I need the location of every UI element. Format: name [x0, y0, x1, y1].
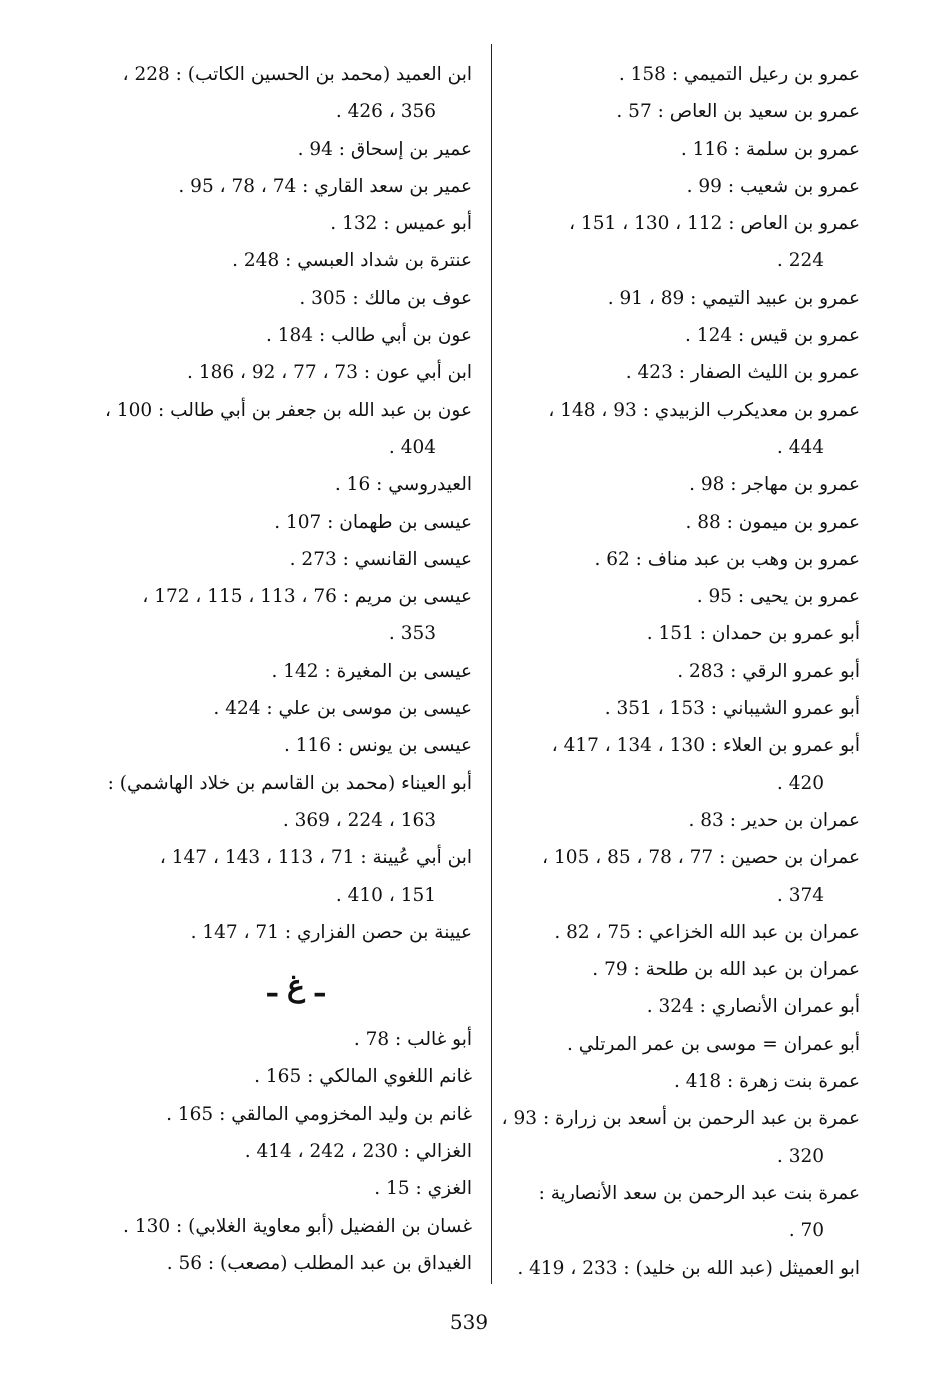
- index-entry-text: عيسى بن موسى بن علي : 424 .: [213, 698, 472, 720]
- index-entry-text: أبو عمرو الشيباني : 153 ، 351 .: [604, 698, 860, 720]
- index-entry-continuation: 374 .: [776, 884, 824, 906]
- index-entry-text: عيسى القانسي : 273 .: [289, 548, 472, 570]
- index-entry: [512, 466, 860, 503]
- index-entry: [120, 839, 472, 914]
- index-entry: [120, 727, 472, 764]
- index-entry-text: عوف بن مالك : 305 .: [299, 287, 472, 309]
- index-entry-text: عمرو بن سلمة : 116 .: [680, 138, 860, 160]
- index-entry-text: عمرو بن وهب بن عبد مناف : 62 .: [594, 548, 860, 570]
- index-entry: [120, 541, 472, 578]
- index-entry-text: عيسى بن يونس : 116 .: [283, 735, 472, 757]
- index-entry: [120, 317, 472, 354]
- index-entry: [120, 205, 472, 242]
- index-entry-text: عمرو بن رعيل التميمي : 158 .: [618, 64, 860, 85]
- index-entry: [120, 690, 472, 727]
- index-entry-text: العيدروسي : 16 .: [334, 474, 472, 496]
- index-entry: [120, 466, 472, 503]
- index-entry-text: ابو العميثل (عبد الله بن خليد) : 233 ، 419 .: [517, 1257, 860, 1279]
- index-entry: [120, 1096, 472, 1133]
- index-entry: [512, 1063, 860, 1100]
- index-entry: [512, 56, 860, 93]
- index-entry-text: عمرو بن شعيب : 99 .: [686, 175, 860, 197]
- index-entry: [512, 205, 860, 280]
- index-entry: [512, 653, 860, 690]
- index-entry-text: عيسى بن طهمان : 107 .: [274, 511, 472, 533]
- index-entry-text: ابن أبي عُيينة : 71 ، 113 ، 143 ، 147 ،: [159, 847, 472, 869]
- index-entry: [120, 653, 472, 690]
- index-entry: [512, 690, 860, 727]
- index-entry: [120, 1170, 472, 1207]
- index-entry-text: عمران بن حصين : 77 ، 78 ، 85 ، 105 ،: [542, 847, 860, 869]
- index-entry: [512, 951, 860, 988]
- index-entry-text: أبو عمرو بن حمدان : 151 .: [646, 623, 860, 645]
- index-entry-continuation: 70 .: [788, 1220, 824, 1242]
- index-entry-text: ابن العميد (محمد بن الحسين الكاتب) : 228 ،: [122, 64, 472, 85]
- index-entry-text: عمران بن عبد الله الخزاعي : 75 ، 82 .: [554, 921, 860, 943]
- index-entry: [120, 1133, 472, 1170]
- index-entry: [120, 56, 472, 131]
- index-entry-text: عمرو بن سعيد بن العاص : 57 .: [616, 101, 860, 123]
- index-entry-continuation: 224 .: [776, 250, 824, 272]
- index-entry-text: عمرة بنت زهرة : 418 .: [674, 1071, 860, 1093]
- index-entry: [512, 93, 860, 130]
- index-entry-text: غانم بن وليد المخزومي المالقي : 165 .: [166, 1103, 472, 1125]
- index-entry: [120, 914, 472, 951]
- index-entry-text: ابن أبي عون : 73 ، 77 ، 92 ، 186 .: [187, 362, 472, 384]
- index-entry: [512, 1175, 860, 1250]
- index-entry-text: عمرو بن عبيد التيمي : 89 ، 91 .: [607, 287, 860, 309]
- index-entry: [512, 988, 860, 1025]
- index-entry: [512, 541, 860, 578]
- index-entry-continuation: 353 .: [388, 623, 436, 645]
- index-entry-text: عمرو بن قيس : 124 .: [685, 325, 860, 347]
- section-heading: ـ غ ـ: [267, 969, 325, 1005]
- index-entry: [120, 504, 472, 541]
- index-entry-text: عيسى بن المغيرة : 142 .: [271, 660, 472, 682]
- index-entry-text: عمرة بن عبد الرحمن بن أسعد بن زرارة : 93 ،: [501, 1108, 860, 1130]
- index-entry-text: عون بن أبي طالب : 184 .: [266, 325, 472, 347]
- column-divider: [491, 44, 492, 1284]
- index-entry-text: عمران بن حدير : 83 .: [688, 809, 860, 831]
- index-entry-text: الغزالي : 230 ، 242 ، 414 .: [244, 1141, 472, 1163]
- index-entry-text: أبو العيناء (محمد بن القاسم بن خلاد الهاشمي) :: [107, 772, 472, 794]
- index-entry: [512, 168, 860, 205]
- index-column-right: [501, 56, 860, 1287]
- index-entry-text: عون بن عبد الله بن جعفر بن أبي طالب : 100 ،: [104, 399, 472, 421]
- index-entry-text: أبو عمرو الرقي : 283 .: [677, 660, 860, 682]
- index-entry-text: عمرة بنت عبد الرحمن بن سعد الأنصارية :: [538, 1182, 860, 1204]
- index-entry-text: عمران بن عبد الله بن طلحة : 79 .: [592, 959, 860, 981]
- index-entry: [120, 1058, 472, 1095]
- index-entry-text: الغزي : 15 .: [374, 1178, 472, 1200]
- index-entry: [512, 280, 860, 317]
- index-entry-continuation: 356 ، 426 .: [335, 101, 436, 123]
- index-entry: [512, 354, 860, 391]
- index-entry: [512, 839, 860, 914]
- index-entry: [120, 280, 472, 317]
- index-entry: [120, 168, 472, 205]
- index-entry: [120, 1245, 472, 1282]
- index-entry: [120, 578, 472, 653]
- index-entry: [512, 578, 860, 615]
- index-entry: [512, 504, 860, 541]
- index-entry-text: عمير بن سعد القاري : 74 ، 78 ، 95 .: [178, 175, 472, 197]
- index-entry: [512, 615, 860, 652]
- index-entry: [120, 1208, 472, 1245]
- index-entry-text: عمرو بن مهاجر : 98 .: [689, 474, 860, 496]
- index-entry-text: عيسى بن مريم : 76 ، 113 ، 115 ، 172 ،: [142, 586, 472, 608]
- index-entry: [120, 131, 472, 168]
- index-entry-text: عنترة بن شداد العبسي : 248 .: [232, 250, 472, 272]
- index-entry-text: عيينة بن حصن الفزاري : 71 ، 147 .: [190, 921, 472, 943]
- index-entry: [120, 354, 472, 391]
- index-entry-text: أبو غالب : 78 .: [353, 1029, 472, 1051]
- index-entry: [512, 317, 860, 354]
- index-entry: [512, 1026, 860, 1063]
- index-entry: [107, 765, 472, 840]
- index-entry: [512, 802, 860, 839]
- index-entry-text: غسان بن الفضيل (أبو معاوية الغلابي) : 130 .: [123, 1215, 472, 1237]
- page-number: 539: [449, 1310, 489, 1334]
- index-entry: [512, 914, 860, 951]
- index-column-left: [104, 56, 472, 1282]
- index-entry-text: أبو عمران الأنصاري : 324 .: [646, 996, 860, 1018]
- index-entry: [120, 1021, 472, 1058]
- index-entry-text: الغيداق بن عبد المطلب (مصعب) : 56 .: [166, 1252, 472, 1274]
- index-entry-text: أبو عميس : 132 .: [330, 213, 472, 235]
- index-entry-continuation: 444 .: [776, 436, 824, 458]
- index-entry: [512, 727, 860, 802]
- index-entry-text: عمرو بن العاص : 112 ، 130 ، 151 ،: [569, 213, 860, 235]
- index-entry: [501, 1100, 860, 1175]
- index-entry-continuation: 420 .: [776, 772, 824, 794]
- index-entry: [104, 392, 472, 467]
- index-entry-continuation: 404 .: [388, 436, 436, 458]
- index-entry-text: عمرو بن الليث الصفار : 423 .: [625, 362, 860, 384]
- index-entry-continuation: 320 .: [776, 1145, 824, 1167]
- index-entry-continuation: 151 ، 410 .: [335, 884, 436, 906]
- index-entry-text: أبو عمرو بن العلاء : 130 ، 134 ، 417 ،: [551, 735, 860, 757]
- index-entry: [512, 131, 860, 168]
- index-entry: [120, 242, 472, 279]
- index-entry-continuation: 163 ، 224 ، 369 .: [282, 809, 436, 831]
- index-entry-text: غانم اللغوي المالكي : 165 .: [254, 1066, 472, 1088]
- index-entry-text: عمير بن إسحاق : 94 .: [297, 138, 472, 160]
- index-entry: [512, 392, 860, 467]
- index-entry-text: عمرو بن يحيى : 95 .: [696, 586, 860, 608]
- index-entry: [512, 1250, 860, 1287]
- index-entry-text: أبو عمران = موسى بن عمر المرتلي .: [567, 1033, 860, 1055]
- index-entry-text: عمرو بن ميمون : 88 .: [685, 511, 860, 533]
- index-entry-text: عمرو بن معديكرب الزبيدي : 93 ، 148 ،: [548, 399, 860, 421]
